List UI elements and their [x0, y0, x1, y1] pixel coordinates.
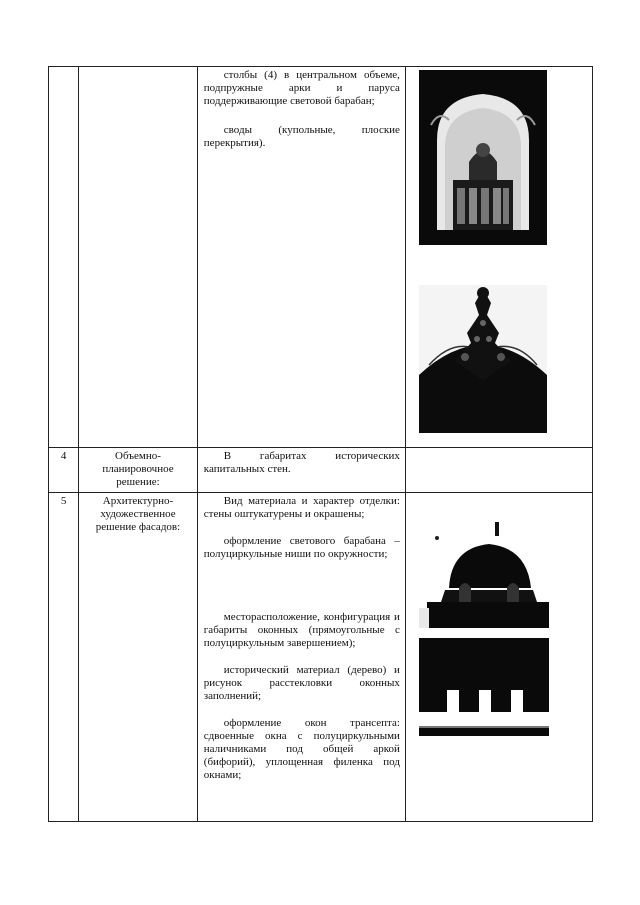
light-drum-photo	[419, 518, 549, 628]
row-number-cell	[49, 67, 79, 448]
row-name: Архитектурно-художественное решение фасадов:	[95, 495, 181, 533]
description-paragraph: В габаритах исторических капитальных стен.	[203, 450, 400, 475]
dome-carving-photo	[419, 285, 547, 433]
description-paragraph: исторический материал (дерево) и рисунок расстекловки оконных заполнений;	[203, 664, 400, 702]
row-number	[49, 67, 78, 69]
trancept-windows-photo	[419, 638, 549, 738]
description-paragraph: оформление светового барабана – полуциркульные ниши по окружности;	[203, 535, 400, 560]
interior-iconostasis-photo	[419, 70, 547, 245]
table-row	[49, 493, 593, 822]
description-paragraph: оформление окон трансепта: сдвоенные окна с полуциркульными наличниками под общей аркой (бифорий), уплощенная филенка под окнами;	[203, 717, 400, 781]
table-row	[49, 67, 593, 448]
row-number: 4	[60, 450, 67, 462]
row-description-cell	[197, 67, 405, 448]
row-name	[79, 67, 197, 69]
row-name-cell	[79, 67, 198, 448]
row-description-cell	[197, 493, 405, 822]
row-photo-cell	[405, 67, 592, 448]
description-paragraph: столбы (4) в центральном объеме, подпружные арки и паруса поддерживающие световой барабан;	[203, 69, 400, 107]
row-name-cell	[79, 448, 198, 493]
row-description-cell	[197, 448, 405, 493]
description-paragraph: своды (купольные, плоские перекрытия).	[203, 124, 400, 149]
row-number: 5	[60, 495, 67, 507]
table-row	[49, 448, 593, 493]
description-paragraph: Вид материала и характер отделки: стены оштукатурены и окрашены;	[203, 495, 400, 520]
row-photo-cell	[405, 448, 592, 493]
row-number-cell	[49, 448, 79, 493]
monument-description-table	[48, 66, 593, 822]
row-photo-cell	[405, 493, 592, 822]
description-paragraph: месторасположение, конфигурация и габариты оконных (прямоугольные с полуциркульным завершением);	[203, 611, 400, 649]
row-name-cell	[79, 493, 198, 822]
row-name: Объемно-планировочное решение:	[102, 450, 174, 488]
row-number-cell	[49, 493, 79, 822]
